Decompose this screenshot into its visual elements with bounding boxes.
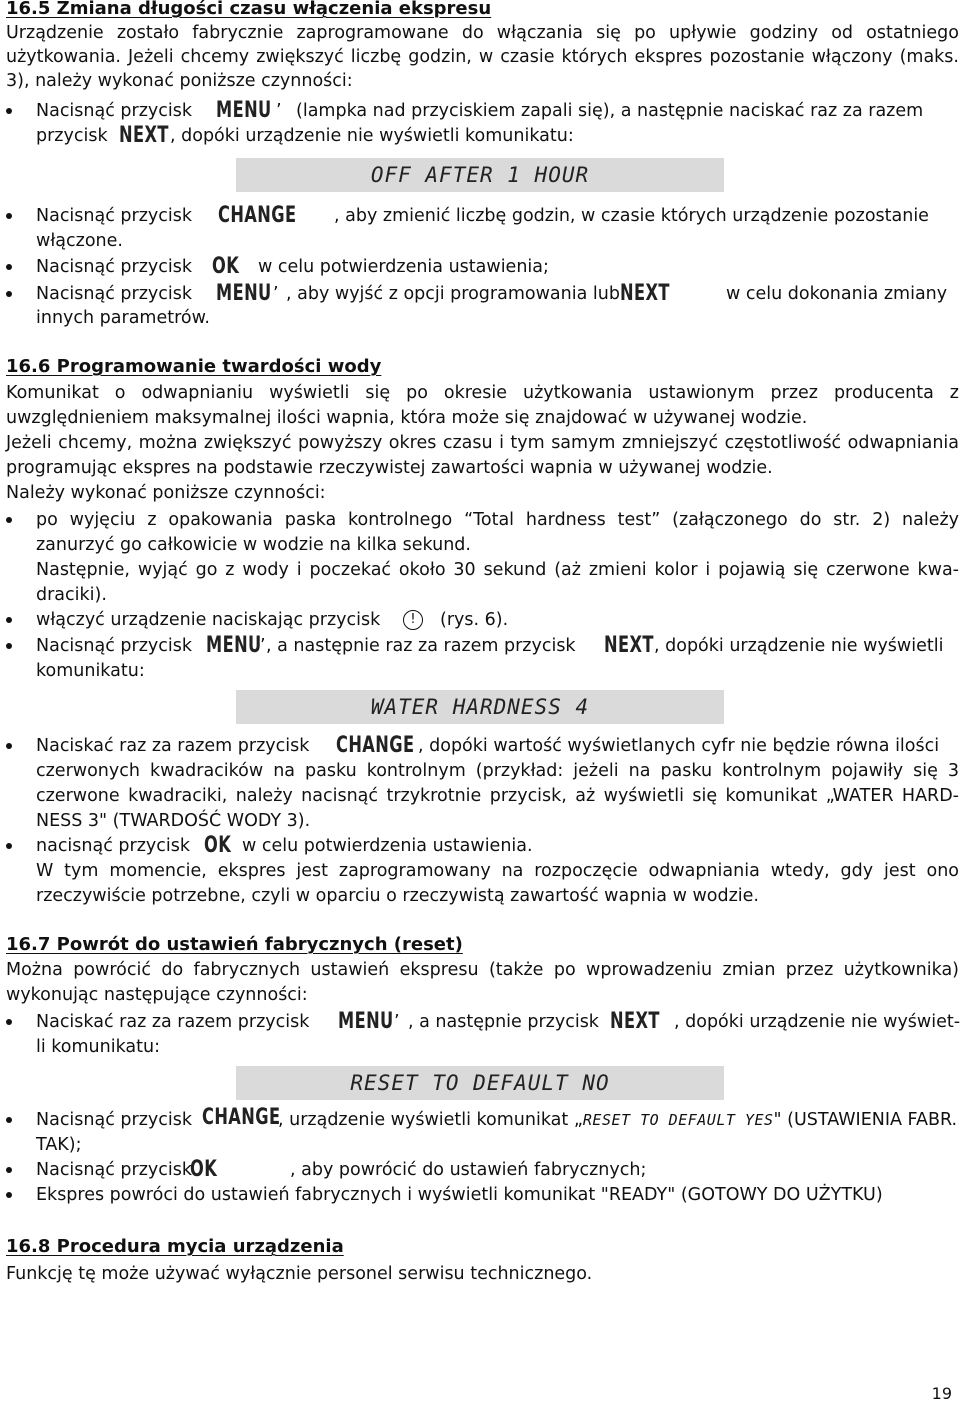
menu-key-label: MENU — [206, 633, 262, 658]
display-text: OFF AFTER 1 HOUR — [370, 163, 590, 187]
paragraph-line: uwzględnieniem maksymalnej ilości wapnia, która może się znajdować w używanej wodzie. — [6, 408, 808, 428]
text: ’ — [276, 101, 282, 121]
ok-key-label: OK — [190, 1157, 218, 1182]
text: , aby powrócić do ustawień fabrycznych; — [290, 1160, 647, 1180]
display-message — [236, 1066, 724, 1100]
text: nacisnąć przycisk — [36, 836, 190, 856]
section-16-6-title: 16.6 Programowanie twardości wody — [6, 356, 382, 377]
text: zanurzyć go całkowicie w wodzie na kilka sekund. — [36, 535, 471, 555]
text: Naciskać raz za razem przycisk — [36, 1012, 310, 1032]
text: komunikatu: — [36, 661, 145, 681]
paragraph-line: Można powrócić do fabrycznych ustawień ekspresu (także po wprowadzeniu zmian przez użytkownika) — [6, 960, 959, 980]
text: Naciskać raz za razem przycisk — [36, 736, 310, 756]
text: Nacisnąć przycisk — [36, 1110, 192, 1130]
text: W tym momencie, ekspres jest zaprogramowany na rozpoczęcie odwapniania wtedy, gdy jest ono — [36, 861, 959, 881]
text: ’ — [394, 1012, 400, 1032]
bullet — [5, 1183, 17, 1207]
text: , a następnie raz za razem przycisk — [266, 636, 576, 656]
paragraph-line: programując ekspres na podstawie rzeczywistej zawartości wapnia w używanej wodzie. — [6, 458, 773, 478]
ok-key-label: OK — [204, 833, 232, 858]
menu-key-label: MENU — [216, 98, 272, 123]
paragraph-line: użytkowania. Jeżeli chcemy zwiększyć liczbę godzin, w czasie których ekspres pozostanie włączony (maks. — [6, 47, 959, 67]
text: , a następnie przycisk — [408, 1012, 599, 1032]
bullet — [5, 608, 17, 632]
paragraph-line: Urządzenie zostało fabrycznie zaprogramowane do włączania się po upływie godziny od ostatniego — [6, 23, 959, 43]
change-key-label: CHANGE — [336, 733, 415, 758]
bullet — [5, 255, 17, 279]
bullet — [5, 508, 17, 532]
text: , urządzenie wyświetli komunikat „RESET TO DEFAULT YES" (USTAWIENIA FABR. — [278, 1110, 958, 1130]
text: draciki). — [36, 585, 107, 605]
bullet — [5, 204, 17, 228]
text: Ekspres powróci do ustawień fabrycznych i wyświetli komunikat "READY" (GOTOWY DO UŻYTKU) — [36, 1185, 883, 1205]
next-key-label: NEXT — [620, 281, 670, 306]
paragraph-line: Należy wykonać poniższe czynności: — [6, 483, 326, 503]
display-text: WATER HARDNESS 4 — [370, 695, 590, 719]
page-number: 19 — [931, 1384, 952, 1403]
text: innych parametrów. — [36, 308, 210, 328]
bullet — [5, 99, 17, 123]
text: w celu potwierdzenia ustawienia. — [242, 836, 533, 856]
section-16-8-title: 16.8 Procedura mycia urządzenia — [6, 1236, 344, 1257]
text: Nacisnąć przycisk — [36, 636, 192, 656]
text: w celu potwierdzenia ustawienia; — [258, 257, 549, 277]
text: włączyć urządzenie naciskając przycisk — [36, 610, 381, 630]
text: TAK); — [36, 1135, 82, 1155]
next-key-label: NEXT — [604, 633, 654, 658]
text: , aby zmienić liczbę godzin, w czasie których urządzenie pozostanie — [334, 206, 929, 226]
power-button-icon: ! — [403, 610, 423, 630]
text: Nacisnąć przycisk — [36, 284, 192, 304]
text: , aby wyjść z opcji programowania lub — [286, 284, 620, 304]
text: Nacisnąć przycisk — [36, 257, 192, 277]
paragraph-line: 3), należy wykonać poniższe czynności: — [6, 71, 353, 91]
text: , dopóki urządzenie nie wyświetli — [654, 636, 944, 656]
section-16-5-title: 16.5 Zmiana długości czasu włączenia ekspresu — [6, 0, 492, 19]
section-16-7-title: 16.7 Powrót do ustawień fabrycznych (reset) — [6, 934, 463, 955]
bullet — [5, 734, 17, 758]
text: (lampka nad przyciskiem zapali się), a następnie naciskać raz za razem — [296, 101, 924, 121]
ok-key-label: OK — [212, 254, 240, 279]
paragraph-line: wykonując następujące czynności: — [6, 985, 308, 1005]
menu-key-label: MENU — [338, 1009, 394, 1034]
text: po wyjęciu z opakowania paska kontrolnego “Total hardness test” (załączonego do str. 2) należy — [36, 510, 959, 530]
text: li komunikatu: — [36, 1037, 160, 1057]
bullet — [5, 634, 17, 658]
text: czerwonych kwadracików na pasku kontrolnym (przykład: jeżeli na pasku kontrolnym pojawiły się 3 — [36, 761, 959, 781]
bullet — [5, 282, 17, 306]
text: rzeczywiście potrzebne, czyli w oparciu o rzeczywistą zawartość wapnia w wodzie. — [36, 886, 759, 906]
inline-display-text: RESET TO DEFAULT YES — [582, 1111, 774, 1129]
bullet — [5, 1158, 17, 1182]
text: , dopóki urządzenie nie wyświetli komunikatu: — [170, 126, 574, 146]
bullet — [5, 1108, 17, 1132]
text: przycisk — [36, 126, 108, 146]
next-key-label: NEXT — [119, 123, 169, 148]
text: czerwone kwadraciki, należy nacisnąć trzykrotnie przycisk, aż wyświetli się komunikat „WATER HARD- — [36, 786, 959, 806]
paragraph-line: Komunikat o odwapnianiu wyświetli się po okresie użytkowania ustawionym przez producenta z — [6, 383, 959, 403]
text: (rys. 6). — [440, 610, 509, 630]
paragraph-line: Funkcję tę może używać wyłącznie personel serwisu technicznego. — [6, 1264, 593, 1284]
change-key-label: CHANGE — [218, 203, 297, 228]
text: Nacisnąć przycisk — [36, 1160, 192, 1180]
text: Następnie, wyjąć go z wody i poczekać około 30 sekund (aż zmieni kolor i pojawią się czerwone kwa- — [36, 560, 959, 580]
menu-key-label: MENU — [216, 281, 272, 306]
text: włączone. — [36, 231, 123, 251]
bullet — [5, 1010, 17, 1034]
paragraph-line: Jeżeli chcemy, można zwiększyć powyższy okres czasu i tym samym zmniejszyć częstotliwość odwapniania — [6, 433, 959, 453]
text: w celu dokonania zmiany — [726, 284, 948, 304]
change-key-label: CHANGE — [202, 1105, 281, 1130]
next-key-label: NEXT — [610, 1009, 660, 1034]
display-text: RESET TO DEFAULT NO — [350, 1071, 610, 1095]
bullet — [5, 834, 17, 858]
text: Nacisnąć przycisk — [36, 101, 192, 121]
text: ’ — [260, 636, 266, 656]
text: , dopóki urządzenie nie wyświet- — [674, 1012, 960, 1032]
display-message — [236, 690, 724, 724]
display-message — [236, 158, 724, 192]
text: ’ — [273, 284, 279, 304]
text: , dopóki wartość wyświetlanych cyfr nie będzie równa ilości — [418, 736, 940, 756]
text: NESS 3" (TWARDOŚĆ WODY 3). — [36, 811, 311, 831]
text: Nacisnąć przycisk — [36, 206, 192, 226]
